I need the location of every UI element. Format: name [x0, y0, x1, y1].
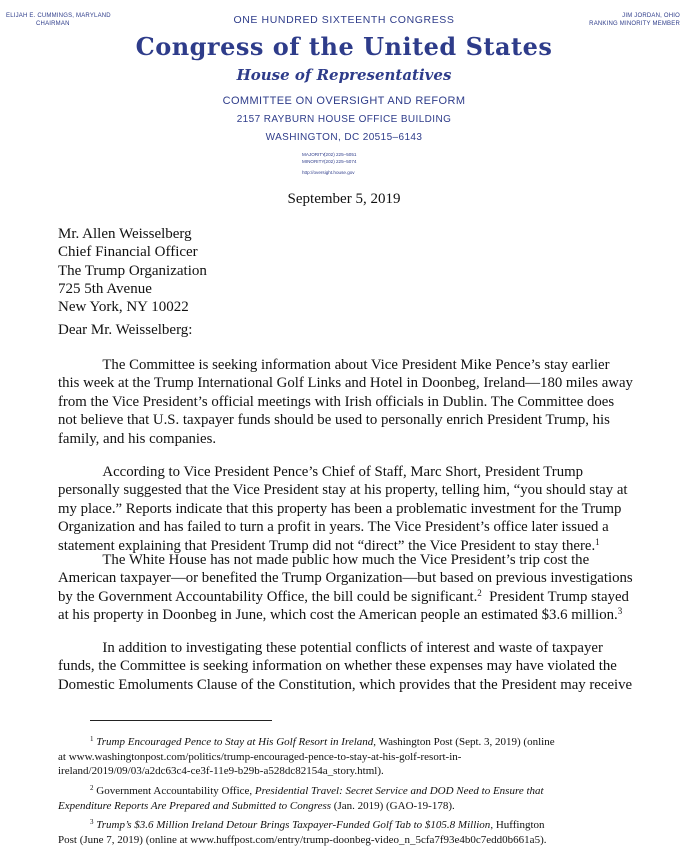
- address-line: Mr. Allen Weisselberg: [58, 226, 192, 242]
- paragraph-text: President Trump stayed: [481, 588, 629, 605]
- footnote-title: Trump Encouraged Pence to Stay at His Golf Resort in Ireland: [96, 736, 374, 748]
- footnote-text: , Washington Post (Sept. 3, 2019) (online: [373, 736, 555, 748]
- congress-number: ONE HUNDRED SIXTEENTH CONGRESS: [233, 14, 455, 26]
- paragraph-line: not believe that U.S. taxpayer funds should be used to personally enrich President Trump, his: [58, 412, 610, 429]
- footnote-line: [58, 784, 638, 799]
- footnote-line: [58, 818, 638, 833]
- minority-label: MINORITY: [302, 159, 325, 164]
- footnote-divider: [90, 720, 272, 721]
- paragraph-text: statement explaining that President Trump did not “direct” the Vice President to stay there.: [58, 537, 596, 554]
- paragraph-line: personally suggested that the Vice President stay at his property, telling him, “you should stay at: [58, 482, 628, 499]
- paragraph-2: [58, 463, 628, 555]
- paragraph-line: Organization and has failed to turn a profit in years. The Vice President’s office later issued a: [58, 519, 609, 536]
- footnote-ref[interactable]: 2: [477, 587, 482, 598]
- congress-title: Congress of the United States: [135, 32, 553, 61]
- paragraph-line: In addition to investigating these potential conflicts of interest and waste of taxpayer: [58, 640, 603, 656]
- footnote-link[interactable]: at www.washingtonpost.com/politics/trump-encouraged-pence-to-stay-at-his-golf-resort-in-: [58, 750, 462, 763]
- house-title: House of Representatives: [236, 66, 452, 84]
- paragraph-text: at his property in Doonbeg in June, which cost the American people an estimated $3.6 million.: [58, 607, 618, 624]
- paragraph-line: my place.” Reports indicate that this property has been a problematic investment for the Trump: [58, 500, 622, 517]
- footnote-1: [58, 735, 638, 779]
- ranking-member-name: JIM JORDAN, OHIO: [622, 13, 680, 19]
- ranking-member-role: RANKING MINORITY MEMBER: [589, 21, 680, 27]
- footnote-number: 2: [90, 784, 94, 792]
- paragraph-line: The Committee is seeking information about Vice President Mike Pence’s stay earlier: [58, 357, 610, 373]
- address-line: Chief Financial Officer: [58, 244, 198, 261]
- address-line: New York, NY 10022: [58, 299, 189, 316]
- paragraph-line: funds, the Committee is seeking information on whether these expenses may have violated the: [58, 658, 617, 675]
- paragraph-3: [58, 551, 633, 625]
- footnote-text: , Huffington: [490, 819, 545, 831]
- footnote-number: 1: [90, 735, 94, 743]
- minority-phone: (202) 225–5074: [324, 159, 357, 164]
- footnote-link[interactable]: Post (June 7, 2019) (online at www.huffpost.com/entry/trump-doonbeg-video_n_5cfa7f93e4b0c7edd0b661a5).: [58, 833, 547, 846]
- footnote-text: Government Accountability Office,: [96, 785, 255, 797]
- paragraph-line: Domestic Emoluments Clause of the Constitution, which provides that the President may receive: [58, 676, 633, 693]
- paragraph-line: [58, 587, 629, 606]
- paragraph-1: [58, 356, 633, 448]
- majority-label: MAJORITY: [302, 152, 326, 157]
- footnote-title: Presidential Travel: Secret Service and DOD Need to Ensure that: [254, 785, 544, 797]
- paragraph-line: The White House has not made public how much the Vice President’s trip cost the: [58, 552, 590, 568]
- paragraph-line: this week at the Trump International Golf Links and Hotel in Doonbeg, Ireland—180 miles away: [58, 375, 633, 392]
- phone-block: [302, 151, 356, 165]
- footnote-title: Expenditure Reports Are Prepared and Submitted to Congress: [58, 799, 332, 812]
- letter-date: September 5, 2019: [287, 191, 401, 207]
- recipient-address: [58, 225, 207, 316]
- footnote-ref[interactable]: 3: [617, 606, 623, 617]
- footnote-ref[interactable]: 1: [595, 536, 600, 547]
- footnote-number: 3: [90, 818, 94, 826]
- footnote-2: [58, 784, 638, 813]
- paragraph-line: [58, 606, 623, 624]
- city-address: WASHINGTON, DC 20515–6143: [265, 132, 423, 143]
- paragraph-line: from the Vice President’s official meetings with Irish officials in Dublin. The Committee does: [58, 393, 615, 410]
- majority-phone: (202) 225–5051: [324, 152, 357, 157]
- paragraph-line: family, and his companies.: [58, 430, 217, 447]
- footnote-link[interactable]: ireland/2019/09/03/a2dc63c4-ce3f-11e9-b29b-a528dc82154a_story.html).: [58, 765, 384, 777]
- paragraph-text: by the Government Accountability Office, the bill could be significant.: [58, 588, 478, 605]
- footnote-title: Trump’s $3.6 Million Ireland Detour Brings Taxpayer-Funded Golf Tab to $105.8 Million: [96, 819, 491, 831]
- address-line: 725 5th Avenue: [58, 280, 152, 297]
- footnote-line: [58, 799, 638, 814]
- paragraph-line: According to Vice President Pence’s Chief of Staff, Marc Short, President Trump: [58, 464, 584, 480]
- footnote-3: [58, 818, 638, 847]
- address-line: The Trump Organization: [58, 262, 207, 279]
- paragraph-4: [58, 639, 633, 694]
- chairman-role: CHAIRMAN: [36, 21, 70, 27]
- salutation: Dear Mr. Weisselberg:: [58, 322, 193, 338]
- website-link[interactable]: http://oversight.house.gov: [302, 170, 355, 175]
- building-address: 2157 RAYBURN HOUSE OFFICE BUILDING: [236, 114, 452, 125]
- paragraph-line: American taxpayer—or benefited the Trump Organization—but based on previous investigations: [58, 570, 633, 587]
- footnote-line: [58, 735, 638, 750]
- footnote-text: (Jan. 2019) (GAO-19-178).: [331, 799, 455, 812]
- committee-name: COMMITTEE ON OVERSIGHT AND REFORM: [222, 95, 466, 107]
- letterhead: [0, 0, 688, 185]
- chairman-name: ELIJAH E. CUMMINGS, MARYLAND: [6, 13, 111, 19]
